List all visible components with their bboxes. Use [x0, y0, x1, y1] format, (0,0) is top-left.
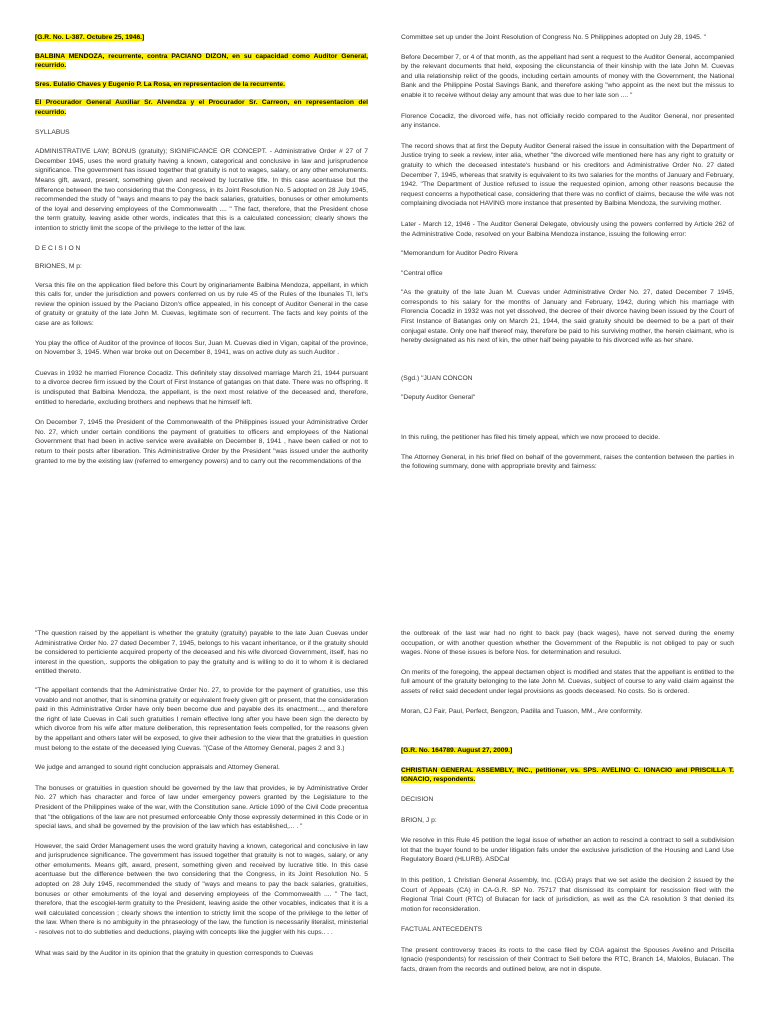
- paragraph: "The appellant contends that the Administrative Order No. 27, to provide for the payment of gratuities, use this vovablo and not another, that is sinomina gratuity or equivalent freely given gift or present, that the consideration paid in this Administrative Order have only been become due and payable des its enactment..., and therefore the right of late Cuevas in Cali such gratuities I remain effective long after you have been sign the derecto by which divorce from his wife after mature deliberation, this representation feels compelled, for the reasons given by the appellant and others later will be exposed, to give their adhesion to the view that the gratuities in question must belong to the estate of the deceased lying Cuevas. "(Case of the Attorney General, pages 2 and 3.): [35, 686, 368, 752]
- paragraph: The record shows that at first the Deputy Auditor General raised the issue in consultation with the Department of Justice trying to seek a review, inter alia, whether "the divorced wife mentioned here has any right to gratuity or gratuity to which the deceased intestate's husband or his creditors and Administrative Order No. 27 dated December 7, 1945, whereas that sratvity is equivalent to its two salaries for the months of January and February, 1942. "The Department of Justice refused to issue the requested opinion, among other reasons because the request concerns a hypothetical case, considering that there was no conflict of claims, because the wife was not complaining divociada not HAVING more instance that presented by Balbina Mendoza, the surviving mother.: [401, 142, 734, 208]
- paragraph: We resolve in this Rule 45 petition the legal issue of whether an action to rescind a contract to sell a subdivision lot that the buyer found to be under litigation falls under the exclusive jurisdiction of the Housing and Land Use Regulatory Board (HLURB). ASDCaI: [401, 837, 734, 864]
- signature-title: "Deputy Auditor General": [401, 394, 476, 402]
- section-heading: FACTUAL ANTECEDENTS: [401, 926, 483, 934]
- case-parties-1: BALBINA MENDOZA, recurrente, contra PACIANO DIZON, en su capacidad como Auditor General, recurrido.: [35, 52, 368, 70]
- signature-line: (Sgd.) "JUAN CONCON: [401, 374, 473, 382]
- paragraph: In this ruling, the petitioner has filed his timely appeal, which we now proceed to decide.: [401, 434, 661, 442]
- paragraph: The bonuses or gratuities in question should be governed by the law that provides, ie by Administrative Order No. 27 which has character and force of law under emergency powers granted by the Legislature to the President of the Philippines wake of the war, with the Constitution sane. Article 1090 of the Civil Code precentua that "the obligations of the law are not presumed enforceable Only those expressly determined in this Code or in special laws, and shall be governed by the provision of the law which has established,... . ": [35, 784, 368, 831]
- paragraph: Committee set up under the Joint Resolution of Congress No. 5 Philippines adopted on July 28, 1945. ": [401, 34, 706, 41]
- paragraph: However, the said Order Management uses the word gratuity having a known, categorical and conclusive in law and jurisprudence significance. The government has issued together that gratuity is not to wages, salary, or any other emoluments. Means gift, award, present, something given and received by lucrative title. In this case acentuase but the difference between the two considering that the Congress, in its Joint Resolution No. 5 adopted on 28 July 1945, recommended the study of "ways and means to pay the back salaries, gratuities, bonuses or other emoluments of the loyal and deserving employees of the Commonwealth .... " The fact, therefore, that the escogiel-term gratuity to the President, leaving aside the other vocables, indicates that it is a well calculated concession ; clearly shows the intention to strictly limit the scope of the privilege to the letter of the law. When there is no ambiguity in the phraseology of the law, the function is necessarily literalist, ministerial - resolves not to do subtleties and deductions, playing with concepts like the juggler with his cups.. . .: [35, 842, 368, 937]
- paragraph: "The question raised by the appellant is whether the gratuity (gratuity) payable to the late Juan Cuevas under Administrative Order No. 27 dated December 7, 1945, belongs to his vacant inheritance, or if the gratuity should be considered to perticiente acquired property of the deceased and his wife divorced Government, itself, has no interest in the question,. supports the obligation to pay the gratuity and is willing to do it to whom it is declared entitled thereto.: [35, 630, 368, 676]
- paragraph: The Attorney General, in his brief filed on behalf of the government, raises the contention between the parties in the following summary, done with appropriate brevity and fairness:: [401, 453, 734, 471]
- syllabus-heading: SYLLABUS: [35, 128, 70, 136]
- decision-heading-1: D E C I S I O N: [35, 244, 81, 252]
- memo-line: "Central office: [401, 269, 443, 277]
- paragraph: In this petition, 1 Christian General Assembly, Inc. (CGA) prays that we set aside the decision 2 issued by the Court of Appeals (CA) in CA-G.R. SP No. 75717 that dismissed its complaint for rescission filed with the Regional Trial Court (RTC) of Bulacan for lack of jurisdiction, as well as the CA resolution 3 that denied its motion for reconsideration.: [401, 876, 734, 913]
- counsel-petitioner-1: Sres. Eulalio Chaves y Eugenio P. La Rosa, en representacion de la recurrente.: [35, 80, 286, 88]
- paragraph: We judge and arranged to sound right conclucion appraisals and Attorney General.: [35, 764, 280, 772]
- paragraph: The present controversy traces its roots to the case filed by CGA against the Spouses Avelino and Priscilla Ignacio (respondents) for rescission of their Contract to Sell before the RTC, Branch 14, Malolos, Bulacan. The facts, drawn from the records and outlined below, are not in dispute.: [401, 946, 734, 974]
- page1-left-column: [35, 33, 368, 475]
- case-number-2: [G.R. No. 164789. August 27, 2009.]: [401, 747, 513, 755]
- paragraph: Versa this file on the application filed before this Court by originariamente Balbina Mendoza, appellant, in which this calls for, under the jurisdiction and powers conferred on us by rule 45 of the Rules of the Ibunales TI, let's review the opinion issued by the Paciano Dizon's office appealed, in his concept of Auditor General in the case of gratuity or gratuity of the late John M. Cuevas, legitimate son of recurrent. The facts and key points of the case are as follows:: [35, 281, 368, 328]
- decision-heading-2: DECISION: [401, 795, 434, 803]
- paragraph: On December 7, 1945 the President of the Commonwealth of the Philippines issued your Administrative Order No. 27, which under certain conditions the payment of gratuities to officers and employees of the National Government that had been in active service were available on December 8, 1941 , have been called or not to return to their posts after liberation. This Administrative Order by the President "was issued under the authority granted to me by the existing law (referred to emergency powers) and to carry out the recommendations of the: [35, 419, 368, 465]
- paragraph: Before December 7, or 4 of that month, as the appellant had sent a request to the Auditor General, accompanied by the relevant documents that held, exposing the clicunstancia of their kinship with the late John M. Cuevas and ulla relationship relict of the goods, including certain amounts of money with the Government, the National Bank and the Philippine Postal Savings Bank, and therefore asking "who appoint as the next but the missus to enable it to receive without delay any amount that was due to her late son .... ": [401, 53, 734, 99]
- memo-line: "Memorandum for Auditor Pedro Rivera: [401, 250, 518, 258]
- paragraph: Later - March 12, 1946 - The Auditor General Delegate, obviously using the powers conferred by Article 262 of the Administrative Code, resolved on your Balbina Mendoza instance, issuing the following error:: [401, 220, 734, 238]
- ponente-1: BRIONES, M p:: [35, 263, 82, 271]
- concurrence: Moran, CJ Fair, Paul, Perfect, Bengzon, Padilla and Tuason, MM., Are conformity.: [401, 707, 643, 715]
- page1-right-column: [401, 33, 734, 480]
- syllabus-text: ADMINISTRATIVE LAW; BONUS (gratuity); SIGNIFICANCE OR CONCEPT. - Administrative Order # 27 of 7 December 1945, uses the word gratuity having a known, categorical and conclusive in law and jurisprudence significance. The government has issued together that gratuity is not to wages, salary, or any other emoluments. Means gift, award, present, something given and received by lucrative title. In this case acentuase but the difference between the two considering that the Congress, in its Joint Resolution No. 5 adopted on 28 July 1945, recommended the study of "ways and means to pay the back salaries, gratuities, bonuses or other emoluments of the loyal and deserving employees of the Commonwealth .... " The fact, therefore, that the President chose the term gratuity, leaving aside other words, indicates that this is a calculated concession; clearly shows the intention to strictly limit the scope of the privilege to the letter of the law.: [35, 148, 368, 232]
- ponente-2: BRION, J p:: [401, 816, 437, 824]
- case-number-1: [G.R. No. L-387. Octubre 25, 1946.]: [35, 34, 145, 41]
- paragraph: the outbreak of the last war had no right to back pay (back wages), have not served during the enemy occupation, or with another question whether the Government of the Republic is not obliged to pay or such wages. None of these issues is before Nos. for determination and resuluci.: [401, 630, 734, 657]
- paragraph: You play the office of Auditor of the province of Ilocos Sur, Juan M. Cuevas died in Vigan, capital of the province, on November 3, 1945. When war broke out on December 8, 1941, was on active duty as such Auditor .: [35, 339, 368, 357]
- paragraph: What was said by the Auditor in its opinion that the gratuity in question corresponds to Cuevas: [35, 949, 314, 957]
- page2-left-column: [35, 629, 368, 967]
- memo-body: "As the gratuity of the late Juan M. Cuevas under Administrative Order No. 27, dated December 7 1945, corresponds to his salary for the months of January and February, 1942, during which his marriage with Florencia Cocadiz in 1932 was not yet dissolved, the decree of their divorce having been issued by the Court of First Instance of Batangas only on March 21, 1944, the said gratuity should be deemed to be a part of their conjugal estate. Only one half thereof may, therefore be paid to his surviving mother, the herein claimant, who is hereby designated as his next of kin, the other half being payable to his divorced wife as her share.: [401, 289, 734, 345]
- paragraph: Cuevas in 1932 he married Florence Cocadiz. This definitely stay dissolved marriage March 21, 1944 pursuant to a divorce decree firm issued by the Court of First Instance of gatangas on that date. There was no offspring. It is undisputed that Balbina Mendoza, the appellant, is the next most relative of the deceased and, therefore, entitled to heredarle, excluding brothers and nephews that he himself left.: [35, 369, 368, 406]
- case-parties-2: CHRISTIAN GENERAL ASSEMBLY, INC., petitioner, vs. SPS. AVELINO C. IGNACIO and PRISCILLA T. IGNACIO, respondents.: [401, 766, 734, 784]
- paragraph: Florence Cocadiz, the divorced wife, has not officially recido compared to the Auditor General, nor presented any instance.: [401, 112, 734, 130]
- page2-right-column: [401, 629, 734, 983]
- paragraph: On merits of the foregoing, the appeal dectamen object is modified and states that the appellant is entitled to the full amount of the gratuity belonging to the late John M. Cuevas, subject of course to any valid claim against the assets of relict said decedent under legal provisions as goods deceased. No costs. So is ordered.: [401, 668, 734, 695]
- counsel-respondent-1: El Procurador General Auxiliar Sr. Alvendza y el Procurador Sr. Carreon, en representacion del recurrido.: [35, 99, 368, 116]
